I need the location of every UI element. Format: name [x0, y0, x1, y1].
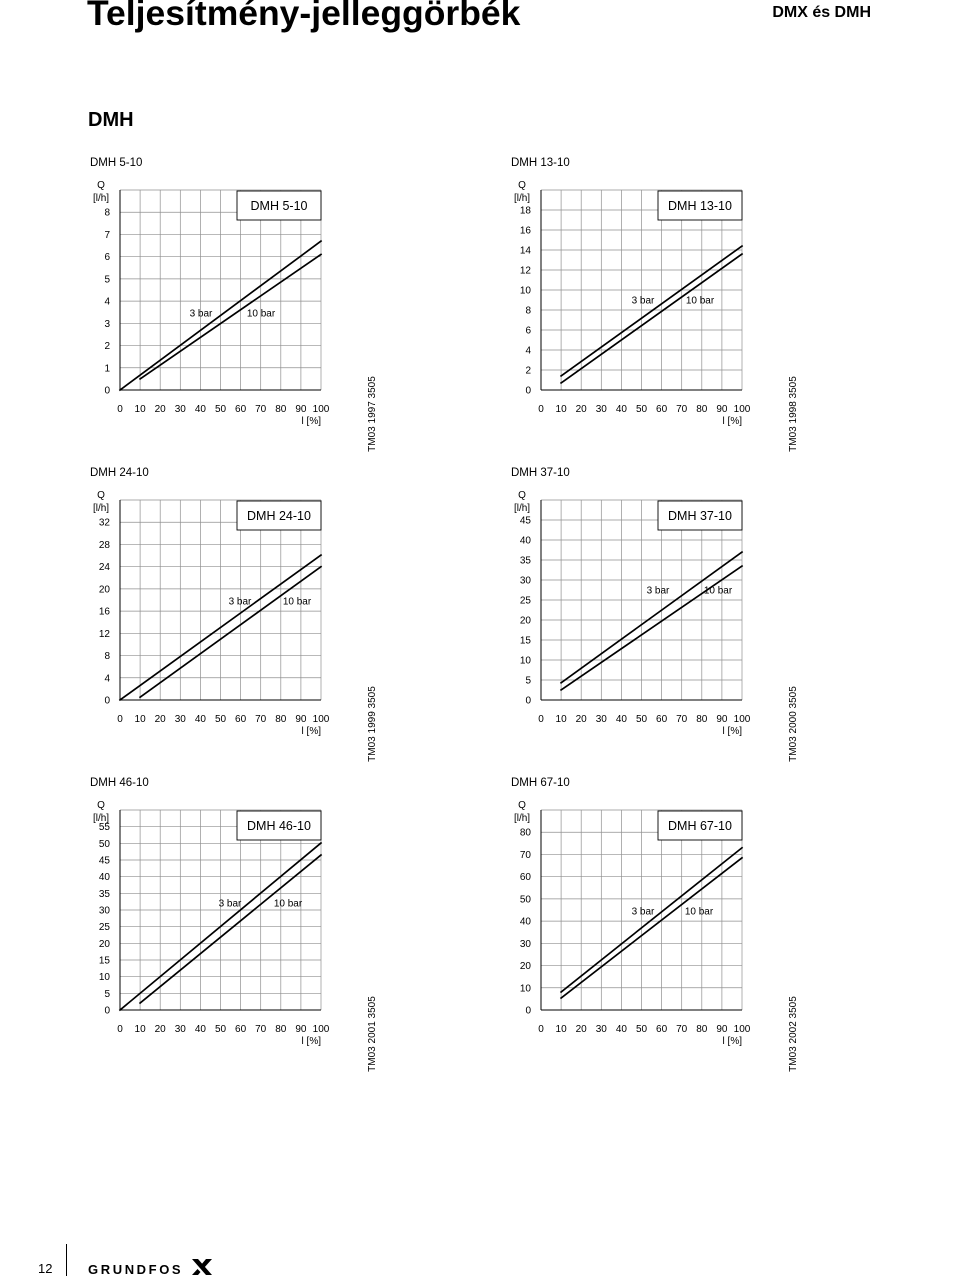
y-tick-label: 5 [104, 274, 110, 286]
x-tick-label: 60 [656, 1024, 668, 1035]
chart-name-box-label: DMH 37-10 [668, 509, 732, 523]
x-tick-label: 20 [154, 404, 166, 415]
chart-title: DMH 37-10 [511, 467, 570, 479]
series-label-10-bar: 10 bar [684, 906, 714, 918]
y-tick-label: 4 [525, 345, 531, 357]
figure-code: TM03 1999 3505 [367, 686, 378, 762]
x-tick-label: 10 [555, 404, 567, 415]
y-tick-label: 45 [519, 515, 531, 527]
x-tick-label: 50 [635, 404, 648, 415]
y-tick-label: 2 [104, 341, 110, 353]
x-axis-label: l [%] [722, 416, 742, 427]
series-label-10-bar: 10 bar [246, 308, 276, 320]
chart-title: DMH 67-10 [511, 777, 570, 789]
x-axis-label: l [%] [301, 726, 321, 737]
x-tick-label: 60 [656, 714, 668, 725]
x-tick-label: 70 [676, 404, 688, 415]
y-tick-label: 25 [98, 922, 110, 934]
series-line-10-bar [561, 858, 742, 998]
y-tick-label: 25 [519, 595, 531, 607]
y-tick-label: 55 [98, 822, 110, 834]
grundfos-logo-text: GRUNDFOS [88, 1262, 184, 1277]
series-label-3-bar: 3 bar [228, 596, 252, 608]
x-tick-label: 40 [194, 1024, 206, 1035]
y-tick-label: 8 [104, 207, 110, 219]
x-tick-label: 20 [575, 714, 587, 725]
y-tick-label: 40 [519, 916, 531, 928]
section-title: DMH [88, 109, 134, 131]
y-tick-label: 50 [98, 838, 110, 850]
x-tick-label: 80 [275, 714, 287, 725]
y-tick-label: 45 [98, 855, 110, 867]
series-label-3-bar: 3 bar [189, 308, 213, 320]
series-label-3-bar: 3 bar [631, 906, 655, 918]
x-tick-label: 60 [235, 404, 247, 415]
chart-name-box-label: DMH 46-10 [247, 819, 311, 833]
y-tick-label: 1 [104, 363, 110, 375]
y-tick-label: 30 [519, 575, 531, 587]
series-line-3-bar [561, 246, 742, 376]
y-tick-label: 14 [519, 245, 531, 257]
y-axis-label: Q [97, 800, 105, 811]
x-tick-label: 50 [635, 1024, 648, 1035]
x-axis-label: l [%] [301, 1036, 321, 1047]
chart-name-box-label: DMH 67-10 [668, 819, 732, 833]
y-tick-label: 35 [519, 555, 531, 567]
y-tick-label: 18 [519, 205, 531, 217]
y-axis-unit: [l/h] [92, 503, 110, 514]
y-axis-unit: [l/h] [513, 193, 531, 204]
y-tick-label: 28 [98, 539, 110, 551]
y-tick-label: 30 [519, 938, 531, 950]
y-tick-label: 10 [519, 655, 531, 667]
x-tick-label: 10 [134, 404, 146, 415]
x-tick-label: 80 [696, 1024, 708, 1035]
y-axis-unit: [l/h] [513, 813, 531, 824]
x-tick-label: 10 [555, 714, 567, 725]
y-tick-label: 4 [104, 673, 110, 685]
y-tick-label: 2 [525, 365, 531, 377]
x-tick-label: 50 [214, 404, 227, 415]
y-tick-label: 32 [98, 517, 110, 529]
x-tick-label: 90 [716, 714, 728, 725]
footer-divider [66, 1244, 67, 1276]
y-tick-label: 20 [98, 584, 110, 596]
y-tick-label: 5 [525, 675, 531, 687]
y-tick-label: 70 [519, 849, 531, 861]
x-tick-label: 0 [117, 714, 123, 725]
y-tick-label: 5 [104, 988, 110, 1000]
y-tick-label: 8 [525, 305, 531, 317]
x-tick-label: 40 [194, 714, 206, 725]
series-label-10-bar: 10 bar [282, 596, 312, 608]
x-tick-label: 100 [312, 404, 330, 415]
x-tick-label: 80 [275, 1024, 287, 1035]
x-tick-label: 20 [154, 714, 166, 725]
x-tick-label: 40 [615, 714, 627, 725]
chart-title: DMH 24-10 [90, 467, 149, 479]
x-tick-label: 20 [154, 1024, 166, 1035]
series-label-10-bar: 10 bar [273, 898, 303, 910]
x-tick-label: 100 [733, 714, 751, 725]
y-tick-label: 15 [98, 955, 110, 967]
x-axis-label: l [%] [722, 726, 742, 737]
chart-dmh-5-10 [90, 157, 378, 452]
x-tick-label: 100 [733, 404, 751, 415]
y-tick-label: 40 [519, 535, 531, 547]
y-tick-label: 4 [104, 296, 110, 308]
y-tick-label: 40 [98, 872, 110, 884]
y-tick-label: 0 [525, 695, 531, 707]
figure-code: TM03 2001 3505 [367, 996, 378, 1072]
series-line-10-bar [140, 855, 321, 1003]
y-tick-label: 15 [519, 635, 531, 647]
x-tick-label: 50 [214, 1024, 227, 1035]
y-tick-label: 20 [519, 615, 531, 627]
series-label-3-bar: 3 bar [631, 295, 655, 307]
chart-dmh-67-10 [511, 777, 799, 1072]
series-label-10-bar: 10 bar [703, 585, 733, 597]
x-tick-label: 60 [235, 1024, 247, 1035]
x-tick-label: 30 [174, 1024, 186, 1035]
series-line-3-bar [561, 848, 742, 992]
chart-dmh-46-10 [90, 777, 378, 1072]
y-tick-label: 6 [104, 252, 110, 264]
y-axis-label: Q [518, 490, 526, 501]
series-label-3-bar: 3 bar [646, 585, 670, 597]
x-tick-label: 0 [117, 1024, 123, 1035]
chart-title: DMH 5-10 [90, 157, 143, 169]
page-number: 12 [38, 1261, 53, 1276]
y-tick-label: 6 [525, 325, 531, 337]
y-axis-label: Q [518, 800, 526, 811]
y-tick-label: 24 [98, 562, 110, 574]
y-tick-label: 10 [519, 983, 531, 995]
y-axis-unit: [l/h] [92, 193, 110, 204]
x-tick-label: 80 [696, 714, 708, 725]
x-tick-label: 80 [696, 404, 708, 415]
y-tick-label: 60 [519, 872, 531, 884]
x-tick-label: 10 [134, 714, 146, 725]
x-tick-label: 90 [295, 714, 307, 725]
x-tick-label: 90 [716, 404, 728, 415]
x-tick-label: 70 [676, 1024, 688, 1035]
x-tick-label: 40 [615, 404, 627, 415]
chart-name-box-label: DMH 5-10 [250, 199, 308, 213]
x-tick-label: 70 [255, 404, 267, 415]
y-tick-label: 8 [104, 651, 110, 663]
grundfos-logo [88, 1258, 214, 1276]
x-tick-label: 0 [117, 404, 123, 415]
y-axis-label: Q [97, 490, 105, 501]
figure-code: TM03 2000 3505 [788, 686, 799, 762]
y-tick-label: 50 [519, 894, 531, 906]
y-tick-label: 80 [519, 827, 531, 839]
page-title: Teljesítmény-jelleggörbék [87, 0, 521, 33]
series-line-10-bar [561, 254, 742, 383]
chart-name-box-label: DMH 24-10 [247, 509, 311, 523]
figure-code: TM03 1998 3505 [788, 376, 799, 452]
chart-dmh-13-10 [511, 157, 799, 452]
series-line-3-bar [561, 552, 742, 683]
x-tick-label: 70 [255, 1024, 267, 1035]
x-tick-label: 90 [716, 1024, 728, 1035]
x-tick-label: 100 [312, 1024, 330, 1035]
x-tick-label: 40 [615, 1024, 627, 1035]
x-tick-label: 80 [275, 404, 287, 415]
chart-title: DMH 13-10 [511, 157, 570, 169]
x-tick-label: 20 [575, 1024, 587, 1035]
grundfos-symbol-icon [191, 1258, 213, 1276]
y-axis-unit: [l/h] [92, 813, 110, 824]
series-line-10-bar [140, 254, 321, 379]
x-tick-label: 10 [134, 1024, 146, 1035]
series-label-10-bar: 10 bar [685, 295, 715, 307]
y-tick-label: 10 [519, 285, 531, 297]
y-tick-label: 30 [98, 905, 110, 917]
x-tick-label: 20 [575, 404, 587, 415]
series-label-3-bar: 3 bar [218, 898, 242, 910]
chart-name-box-label: DMH 13-10 [668, 199, 732, 213]
x-tick-label: 60 [656, 404, 668, 415]
y-tick-label: 35 [98, 888, 110, 900]
y-tick-label: 10 [98, 972, 110, 984]
x-tick-label: 50 [214, 714, 227, 725]
y-tick-label: 16 [519, 225, 531, 237]
x-tick-label: 90 [295, 404, 307, 415]
y-axis-label: Q [97, 180, 105, 191]
x-axis-label: l [%] [301, 416, 321, 427]
x-tick-label: 30 [595, 404, 607, 415]
x-tick-label: 0 [538, 404, 544, 415]
y-tick-label: 0 [525, 385, 531, 397]
y-tick-label: 20 [98, 938, 110, 950]
x-tick-label: 30 [595, 714, 607, 725]
x-tick-label: 50 [635, 714, 648, 725]
y-axis-unit: [l/h] [513, 503, 531, 514]
x-tick-label: 30 [174, 714, 186, 725]
x-tick-label: 60 [235, 714, 247, 725]
y-tick-label: 0 [104, 695, 110, 707]
product-family-label: DMX és DMH [772, 4, 871, 21]
y-tick-label: 3 [104, 318, 110, 330]
y-axis-label: Q [518, 180, 526, 191]
x-tick-label: 10 [555, 1024, 567, 1035]
x-tick-label: 30 [595, 1024, 607, 1035]
chart-dmh-37-10 [511, 467, 799, 762]
y-tick-label: 20 [519, 961, 531, 973]
x-tick-label: 40 [194, 404, 206, 415]
chart-dmh-24-10 [90, 467, 378, 762]
x-tick-label: 0 [538, 714, 544, 725]
x-axis-label: l [%] [722, 1036, 742, 1047]
x-tick-label: 100 [312, 714, 330, 725]
x-tick-label: 90 [295, 1024, 307, 1035]
x-tick-label: 70 [255, 714, 267, 725]
y-tick-label: 0 [104, 1005, 110, 1017]
y-tick-label: 0 [104, 385, 110, 397]
y-tick-label: 12 [98, 628, 110, 640]
y-tick-label: 12 [519, 265, 531, 277]
y-tick-label: 7 [104, 229, 110, 241]
figure-code: TM03 1997 3505 [367, 376, 378, 452]
figure-code: TM03 2002 3505 [788, 996, 799, 1072]
y-tick-label: 16 [98, 606, 110, 618]
x-tick-label: 0 [538, 1024, 544, 1035]
y-tick-label: 0 [525, 1005, 531, 1017]
x-tick-label: 30 [174, 404, 186, 415]
x-tick-label: 100 [733, 1024, 751, 1035]
chart-title: DMH 46-10 [90, 777, 149, 789]
x-tick-label: 70 [676, 714, 688, 725]
